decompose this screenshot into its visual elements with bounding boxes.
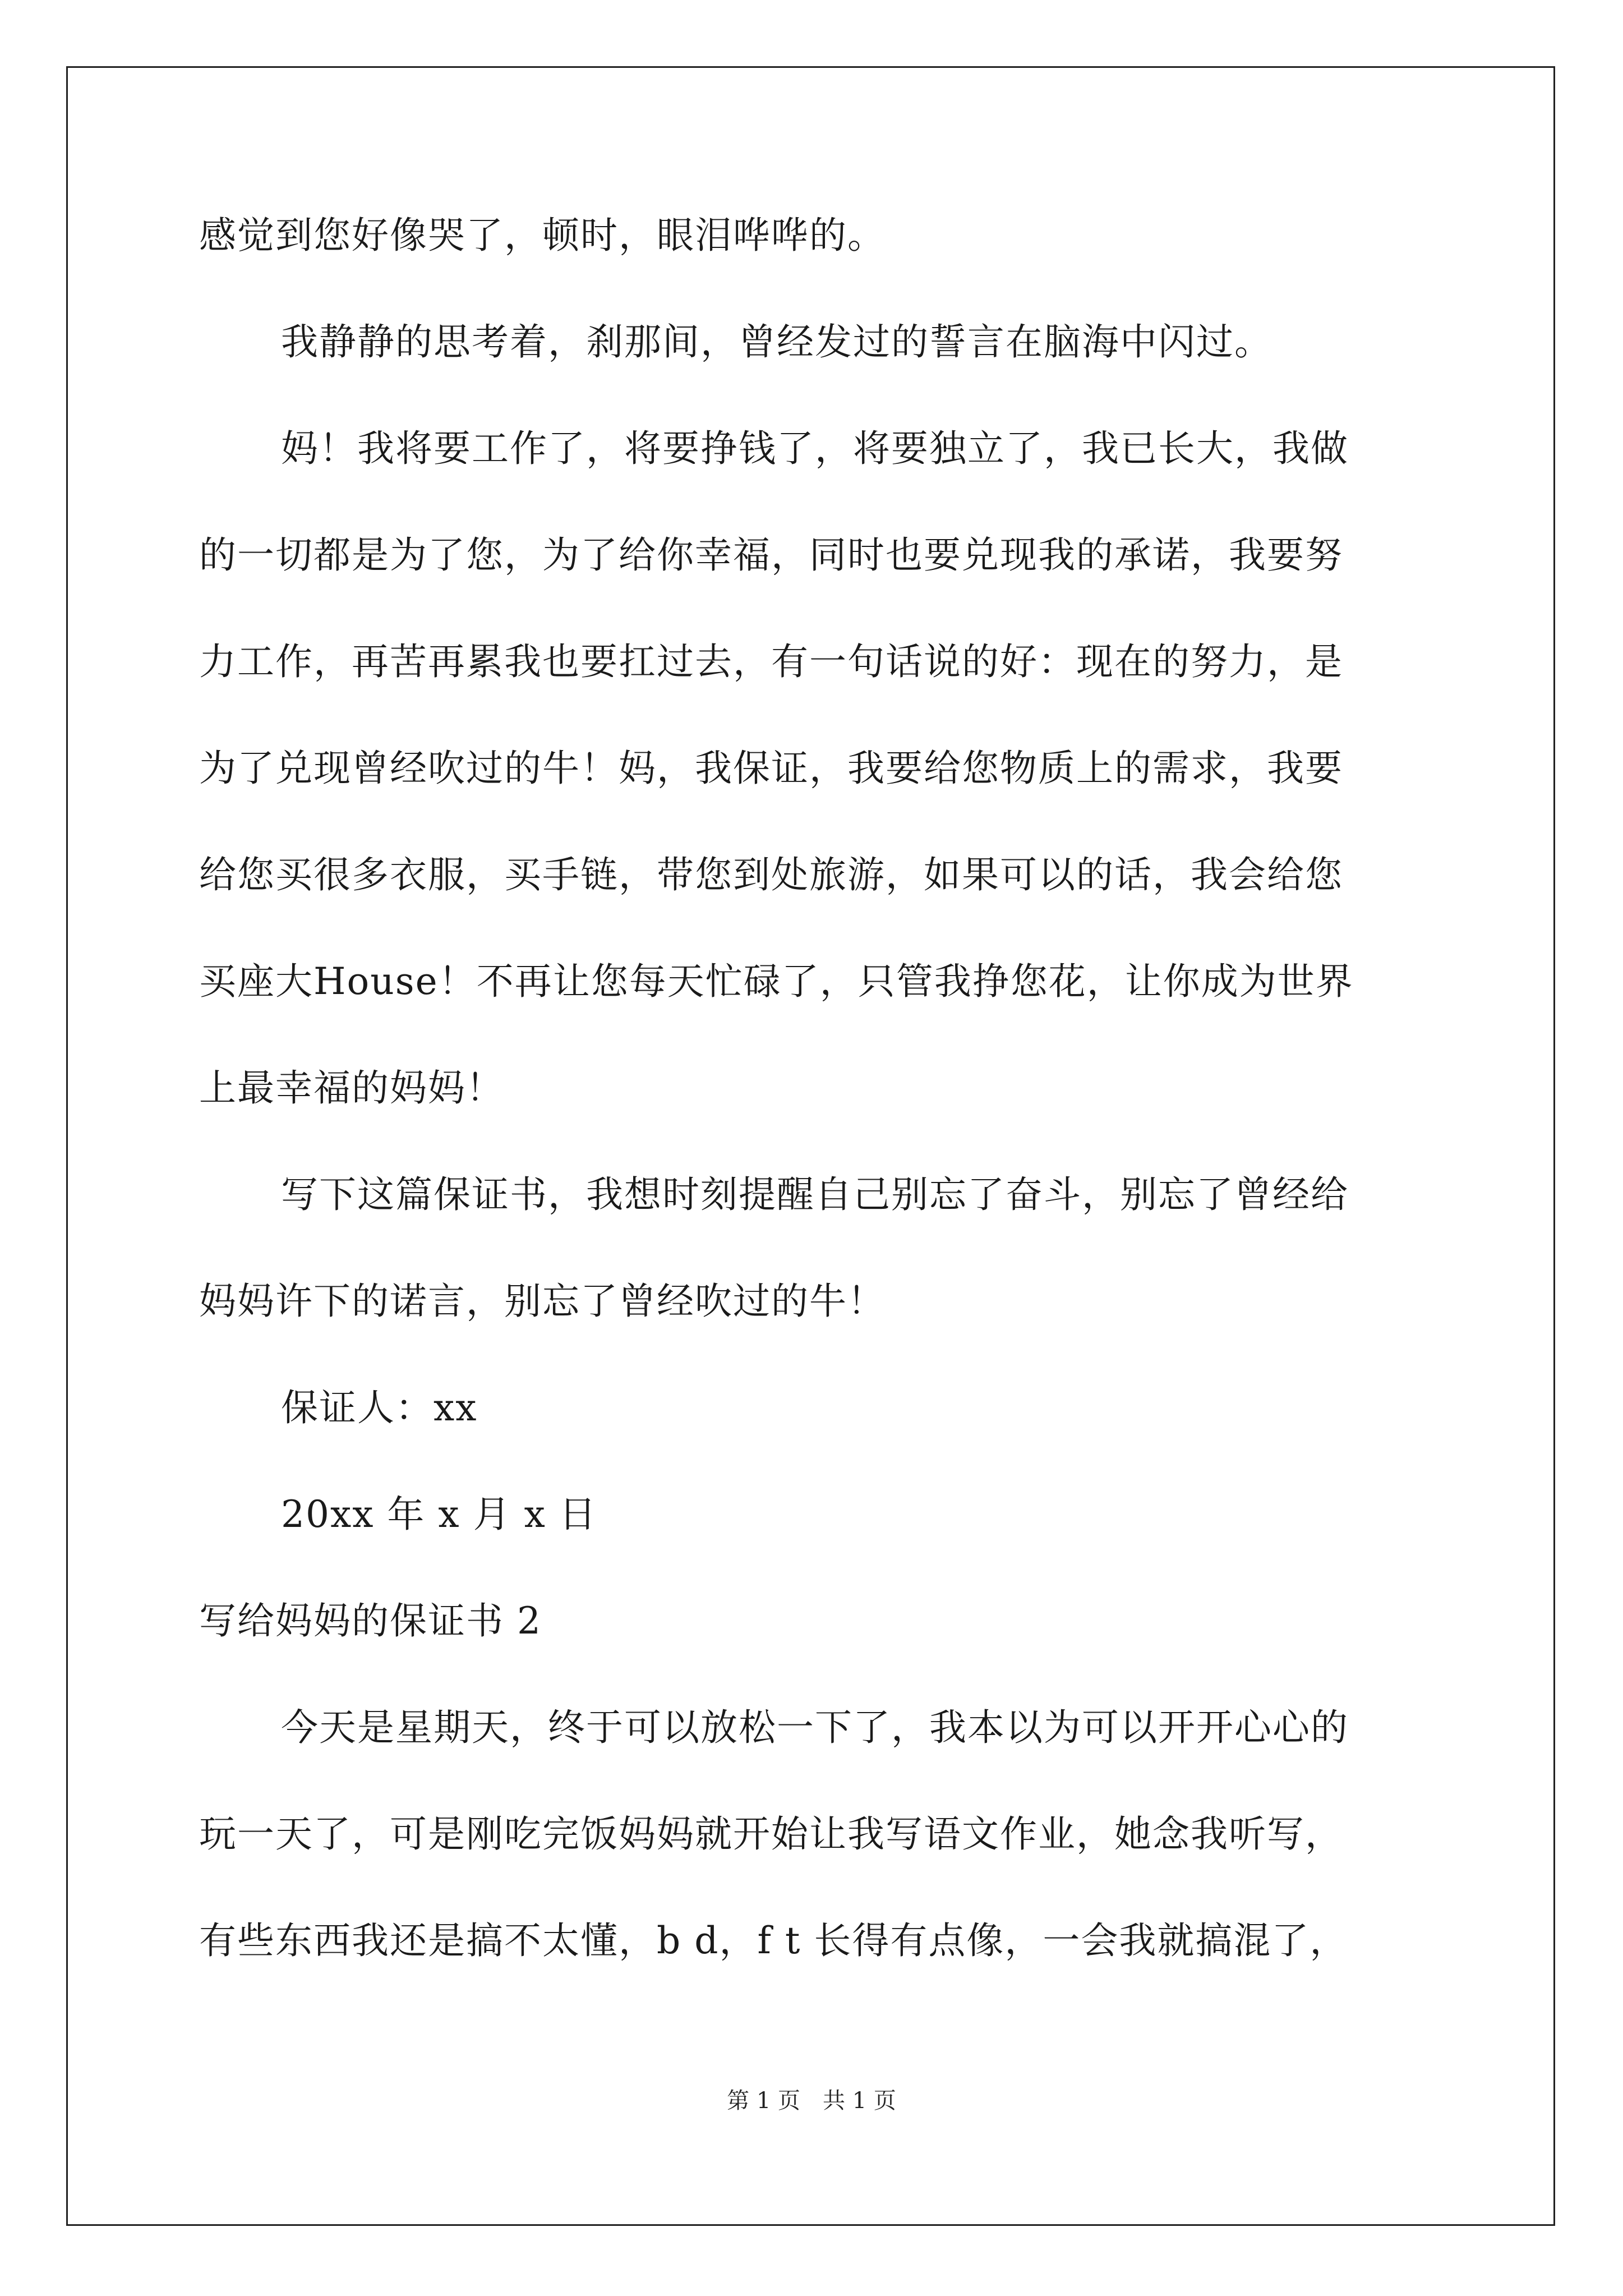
text-line: 有些东西我还是搞不太懂，b d，f t 长得有点像，一会我就搞混了， bbox=[199, 1919, 1348, 1962]
text-line: 感觉到您好像哭了，顿时，眼泪哗哗的。 bbox=[199, 214, 886, 257]
page-number-footer: 第 1 页 共 1 页 bbox=[727, 2088, 896, 2114]
text-line: 今天是星期天，终于可以放松一下了，我本以为可以开开心心的 bbox=[281, 1706, 1349, 1749]
text-line: 我静静的思考着，刹那间，曾经发过的誓言在脑海中闪过。 bbox=[281, 320, 1272, 364]
text-line: 上最幸福的妈妈！ bbox=[199, 1066, 504, 1110]
date-line: 20xx 年 x 月 x 日 bbox=[281, 1493, 597, 1536]
text-line: 买座大House！不再让您每天忙碌了，只管我挣您花，让你成为世界 bbox=[199, 960, 1354, 1003]
text-line: 玩一天了，可是刚吃完饭妈妈就开始让我写语文作业，她念我听写， bbox=[199, 1812, 1343, 1856]
page-border bbox=[66, 66, 1555, 2226]
text-line: 妈妈许下的诺言，别忘了曾经吹过的牛！ bbox=[199, 1280, 886, 1323]
text-line: 为了兑现曾经吹过的牛！妈，我保证，我要给您物质上的需求，我要 bbox=[199, 747, 1343, 790]
text-line: 妈！我将要工作了，将要挣钱了，将要独立了，我已长大，我做 bbox=[281, 427, 1349, 470]
text-line: 力工作，再苦再累我也要扛过去，有一句话说的好：现在的努力，是 bbox=[199, 640, 1343, 683]
text-line: 写下这篇保证书，我想时刻提醒自己别忘了奋斗，别忘了曾经给 bbox=[281, 1173, 1349, 1216]
signatory-line: 保证人：xx bbox=[281, 1386, 478, 1429]
text-line: 给您买很多衣服，买手链，带您到处旅游，如果可以的话，我会给您 bbox=[199, 853, 1343, 896]
section-title: 写给妈妈的保证书 2 bbox=[199, 1599, 542, 1642]
text-line: 的一切都是为了您，为了给你幸福，同时也要兑现我的承诺，我要努 bbox=[199, 533, 1343, 577]
